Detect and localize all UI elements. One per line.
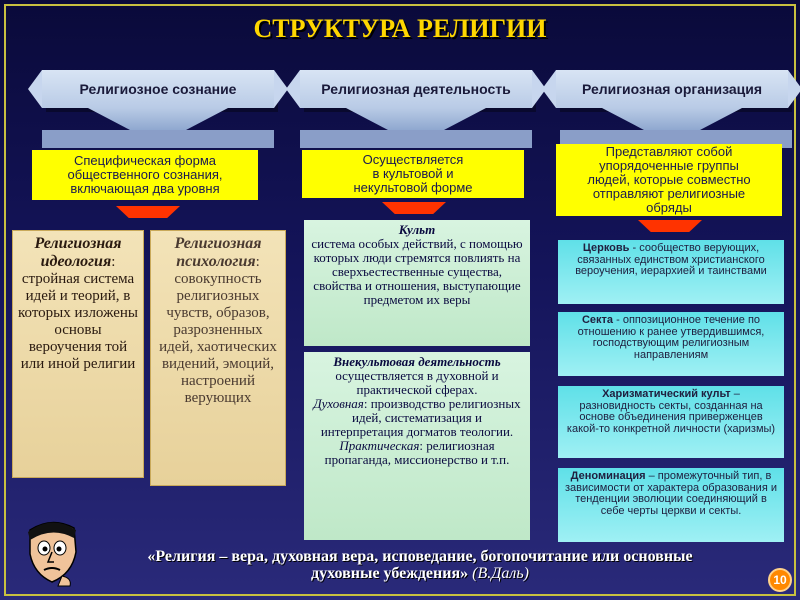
cult-title: Культ <box>398 222 436 237</box>
quote-author: (В.Даль) <box>472 565 529 582</box>
ideology-text: : стройная система идей и теорий, в которых изложены основы вероучения той или иной религии <box>17 254 138 372</box>
org-text: – разновидность секты, созданная на основе объединения приверженцев какой-то конкретной личности (харизмы) <box>566 388 776 435</box>
dal-quote <box>140 548 700 582</box>
summary-organization: Представляют собой упорядоченные группы людей, которые совместно отправляют религиозные обряды <box>556 144 782 216</box>
quote-text: «Религия – вера, духовная вера, исповедание, богопочитание или основные духовные убеждения» <box>147 548 693 582</box>
org-term: Секта <box>581 314 614 326</box>
summary-activity: Осуществляется в культовой и некультовой форме <box>302 150 524 198</box>
org-term: Харизматический культ <box>602 388 731 400</box>
cult-box <box>304 220 530 346</box>
ideology-box <box>12 230 144 478</box>
psychology-box <box>150 230 286 486</box>
slide-title: СТРУКТУРА РЕЛИГИИ <box>253 14 547 43</box>
psychology-title: Религиозная психология <box>174 235 262 270</box>
header-organization: Религиозная организация <box>556 70 788 108</box>
practical-label: Практическая <box>339 438 420 453</box>
noncult-box <box>304 352 530 540</box>
org-text: - оппозиционное течение по отношению к ранее утвердившимся, господствующим религиозным направлениям <box>577 314 765 361</box>
org-term: Церковь <box>582 242 630 254</box>
spiritual-label: Духовная <box>313 396 364 411</box>
thinking-face-icon <box>22 516 82 588</box>
ideology-title: Религиозная идеология <box>34 235 122 270</box>
noncult-title: Внекультовая деятельность <box>333 354 501 369</box>
org-sect <box>558 312 784 376</box>
summary-consciousness: Специфическая форма общественного сознания, включающая два уровня <box>32 150 258 200</box>
header-consciousness: Религиозное сознание <box>42 70 274 108</box>
org-term: Деноминация <box>570 470 646 482</box>
noncult-text: осуществляется в духовной и практической сферах. <box>335 368 499 397</box>
header-activity: Религиозная деятельность <box>300 70 532 108</box>
org-text: - сообщество верующих, связанных единством христианского вероучения, иерархией и таинствами <box>575 242 767 277</box>
psychology-text: : совокупность религиозных чувств, образов, разрозненных идей, хаотических видений, эмоций, настроений верующих <box>159 254 277 406</box>
org-denomination <box>558 468 784 542</box>
org-text: – промежуточный тип, в зависимости от характера образования и тенденции эволюции соединяющий в себе черты церкви и секты. <box>565 470 777 517</box>
shelf-1 <box>42 130 274 148</box>
shelf-2 <box>300 130 532 148</box>
org-charismatic <box>558 386 784 458</box>
page-number-badge: 10 <box>768 568 792 592</box>
spiritual-text: : производство религиозных идей, систематизация и интерпретация догматов теологии. <box>320 396 521 439</box>
org-church <box>558 240 784 304</box>
practical-text: : религиозная пропаганда, миссионерство и т.п. <box>324 438 510 467</box>
cult-text: система особых действий, с помощью которых люди стремятся повлиять на сверхъестественные существа, свойства и отношения, выступающие предметом их веры <box>311 236 523 307</box>
